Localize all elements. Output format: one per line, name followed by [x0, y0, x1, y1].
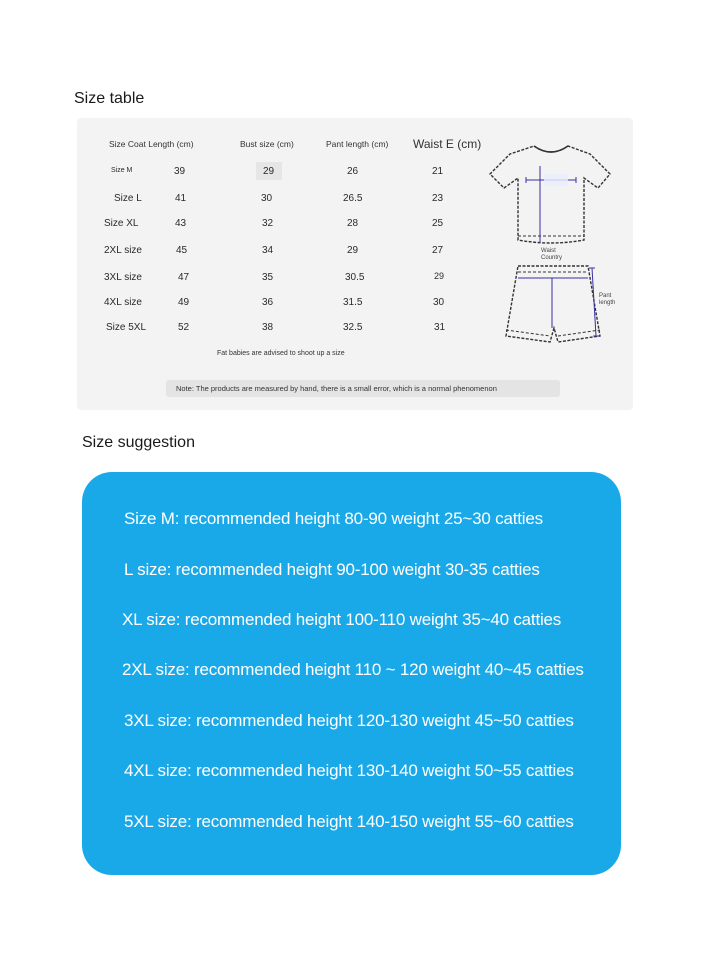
- measurement-note: Note: The products are measured by hand, there is a small error, which is a normal phenomenon: [166, 380, 560, 397]
- table-row-size: Size L: [114, 193, 142, 204]
- table-cell-coat: 41: [175, 193, 187, 204]
- length-label: length: [599, 300, 616, 306]
- table-cell-coat: 45: [176, 245, 188, 256]
- table-cell-coat: 47: [178, 272, 190, 283]
- table-cell-coat: 43: [175, 218, 187, 229]
- suggestion-line: 4XL size: recommended height 130-140 weight 50~55 catties: [124, 761, 574, 780]
- table-row-size: 3XL size: [104, 272, 142, 283]
- table-cell-waist: 31: [434, 322, 446, 333]
- table-cell-waist: 29: [434, 271, 445, 281]
- table-cell-pant: 26.5: [343, 193, 363, 204]
- header-size-coat-length: Size Coat Length (cm): [109, 139, 194, 149]
- table-cell-pant: 32.5: [343, 322, 363, 333]
- size-table-title: Size table: [74, 90, 145, 107]
- country-label: Country: [541, 255, 563, 261]
- suggestion-line: 5XL size: recommended height 140-150 weight 55~60 catties: [124, 812, 574, 831]
- suggestion-line: XL size: recommended height 100-110 weight 35~40 catties: [122, 610, 562, 629]
- table-cell-waist: 21: [432, 166, 444, 177]
- table-row-size: 4XL size: [104, 297, 142, 308]
- table-cell-bust: 32: [262, 218, 274, 229]
- suggestion-line: L size: recommended height 90-100 weight 30-35 catties: [124, 560, 540, 579]
- table-cell-pant: 29: [347, 245, 359, 256]
- shorts-diagram-icon: [496, 258, 616, 358]
- table-cell-bust: 36: [262, 297, 274, 308]
- table-row-size: Size 5XL: [106, 322, 147, 333]
- table-cell-waist: 23: [432, 193, 444, 204]
- table-row-size: Size M: [111, 167, 133, 174]
- table-cell-waist: 25: [432, 218, 444, 229]
- table-cell-coat: 39: [174, 166, 186, 177]
- table-cell-bust: 38: [262, 322, 274, 333]
- size-suggestion-title: Size suggestion: [82, 434, 195, 451]
- table-cell-bust: 35: [262, 272, 274, 283]
- table-cell-pant: 30.5: [345, 272, 365, 283]
- suggestion-line: Size M: recommended height 80-90 weight 25~30 catties: [124, 509, 543, 528]
- table-cell-waist: 27: [432, 245, 444, 256]
- table-cell-pant: 28: [347, 218, 359, 229]
- table-cell-pant: 26: [347, 166, 359, 177]
- shirt-diagram-icon: [486, 140, 616, 252]
- table-cell-coat: 49: [178, 297, 190, 308]
- table-cell-bust: 30: [261, 193, 273, 204]
- pant-label: Pant: [599, 293, 612, 299]
- header-waist: Waist E (cm): [413, 137, 482, 151]
- suggestion-line: 2XL size: recommended height 110 ~ 120 weight 40~45 catties: [122, 660, 584, 679]
- table-cell-bust: 34: [262, 245, 274, 256]
- fat-babies-note: Fat babies are advised to shoot up a size: [217, 350, 345, 357]
- waist-label: Waist: [541, 248, 556, 254]
- table-cell-waist: 30: [433, 297, 445, 308]
- header-bust-size: Bust size (cm): [240, 139, 294, 149]
- table-cell-pant: 31.5: [343, 297, 363, 308]
- table-row-size: Size XL: [104, 218, 139, 229]
- table-row-size: 2XL size: [104, 245, 142, 256]
- suggestion-line: 3XL size: recommended height 120-130 weight 45~50 catties: [124, 711, 574, 730]
- table-cell-bust: 29: [263, 166, 275, 177]
- table-cell-coat: 52: [178, 322, 190, 333]
- header-pant-length: Pant length (cm): [326, 139, 389, 149]
